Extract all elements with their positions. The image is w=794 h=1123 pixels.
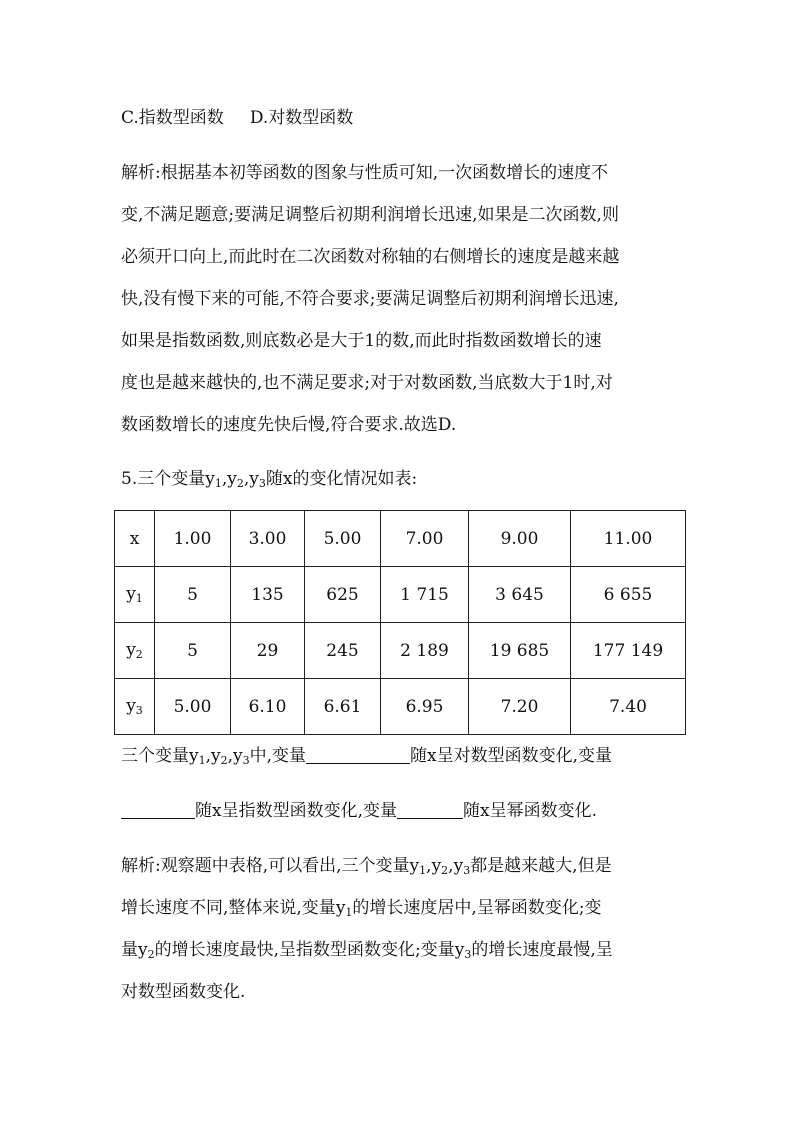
analysis-line: 度也是越来越快的,也不满足要求;对于对数函数,当底数大于1时,对 xyxy=(121,373,613,393)
table-cell: 6.10 xyxy=(231,679,305,735)
table-row xyxy=(115,567,686,623)
answer-blank-2[interactable] xyxy=(121,800,195,819)
table-row xyxy=(115,623,686,679)
table-cell: 19 685 xyxy=(469,623,571,679)
table-cell: 6.95 xyxy=(381,679,469,735)
table-cell: 1 715 xyxy=(381,567,469,623)
analysis-line: 对数型函数变化. xyxy=(121,982,246,1002)
table-row-x xyxy=(115,511,686,567)
analysis-line: 变,不满足题意;要满足调整后初期利润增长迅速,如果是二次函数,则 xyxy=(121,205,619,225)
table-cell: 11.00 xyxy=(571,511,686,567)
table-cell: 7.40 xyxy=(571,679,686,735)
analysis-line: 快,没有慢下来的可能,不符合要求;要满足调整后初期利润增长迅速, xyxy=(121,289,619,309)
table-cell: 2 189 xyxy=(381,623,469,679)
analysis-line: 解析:观察题中表格,可以看出,三个变量$y_1,y_2,y_3$都是越来越大,但是 xyxy=(121,856,612,877)
table-cell: 177 149 xyxy=(571,623,686,679)
analysis-line: 数函数增长的速度先快后慢,符合要求.故选D. xyxy=(121,415,457,435)
table-cell: 3.00 xyxy=(231,511,305,567)
table-cell: 5 xyxy=(155,623,231,679)
option-d: D.对数型函数 xyxy=(249,108,354,128)
table-cell: 9.00 xyxy=(469,511,571,567)
data-table xyxy=(114,510,686,735)
question-5: 5.三个变量$y_1,y_2,y_3$随x的变化情况如表: xyxy=(121,469,418,490)
answer-options xyxy=(121,107,353,129)
answer-blank-1[interactable] xyxy=(306,745,410,764)
table-cell: 29 xyxy=(231,623,305,679)
fill-blank-line-1: 三个变量$y_1,y_2,y_3$中,变量 随x呈对数型函数变化,变量 xyxy=(121,746,613,767)
table-cell: 135 xyxy=(231,567,305,623)
analysis-line: 量$y_2$的增长速度最快,呈指数型函数变化;变量$y_3$的增长速度最慢,呈 xyxy=(121,940,613,961)
table-header-cell: $y_1$ xyxy=(115,567,155,623)
table-cell: 6 655 xyxy=(571,567,686,623)
table-cell: 7.00 xyxy=(381,511,469,567)
table-cell: 245 xyxy=(305,623,381,679)
table-header-cell: $y_2$ xyxy=(115,623,155,679)
analysis-line: 增长速度不同,整体来说,变量$y_1$的增长速度居中,呈幂函数变化;变 xyxy=(121,898,602,919)
table-cell: 3 645 xyxy=(469,567,571,623)
table-row xyxy=(115,679,686,735)
option-c: C.指数型函数 xyxy=(121,108,224,128)
analysis-line: 必须开口向上,而此时在二次函数对称轴的右侧增长的速度是越来越 xyxy=(121,247,620,267)
table-cell: 5.00 xyxy=(305,511,381,567)
table-header-cell: $y_3$ xyxy=(115,679,155,735)
table-cell: 7.20 xyxy=(469,679,571,735)
table-cell: 625 xyxy=(305,567,381,623)
analysis-line: 解析:根据基本初等函数的图象与性质可知,一次函数增长的速度不 xyxy=(121,163,609,183)
analysis-line: 如果是指数函数,则底数必是大于1的数,而此时指数函数增长的速 xyxy=(121,331,602,351)
fill-blank-line-2: 随x呈指数型函数变化,变量 随x呈幂函数变化. xyxy=(121,800,597,822)
table-cell: 6.61 xyxy=(305,679,381,735)
table-header-cell: x xyxy=(115,511,155,567)
table-cell: 5.00 xyxy=(155,679,231,735)
answer-blank-3[interactable] xyxy=(397,800,463,819)
table-cell: 5 xyxy=(155,567,231,623)
table-cell: 1.00 xyxy=(155,511,231,567)
